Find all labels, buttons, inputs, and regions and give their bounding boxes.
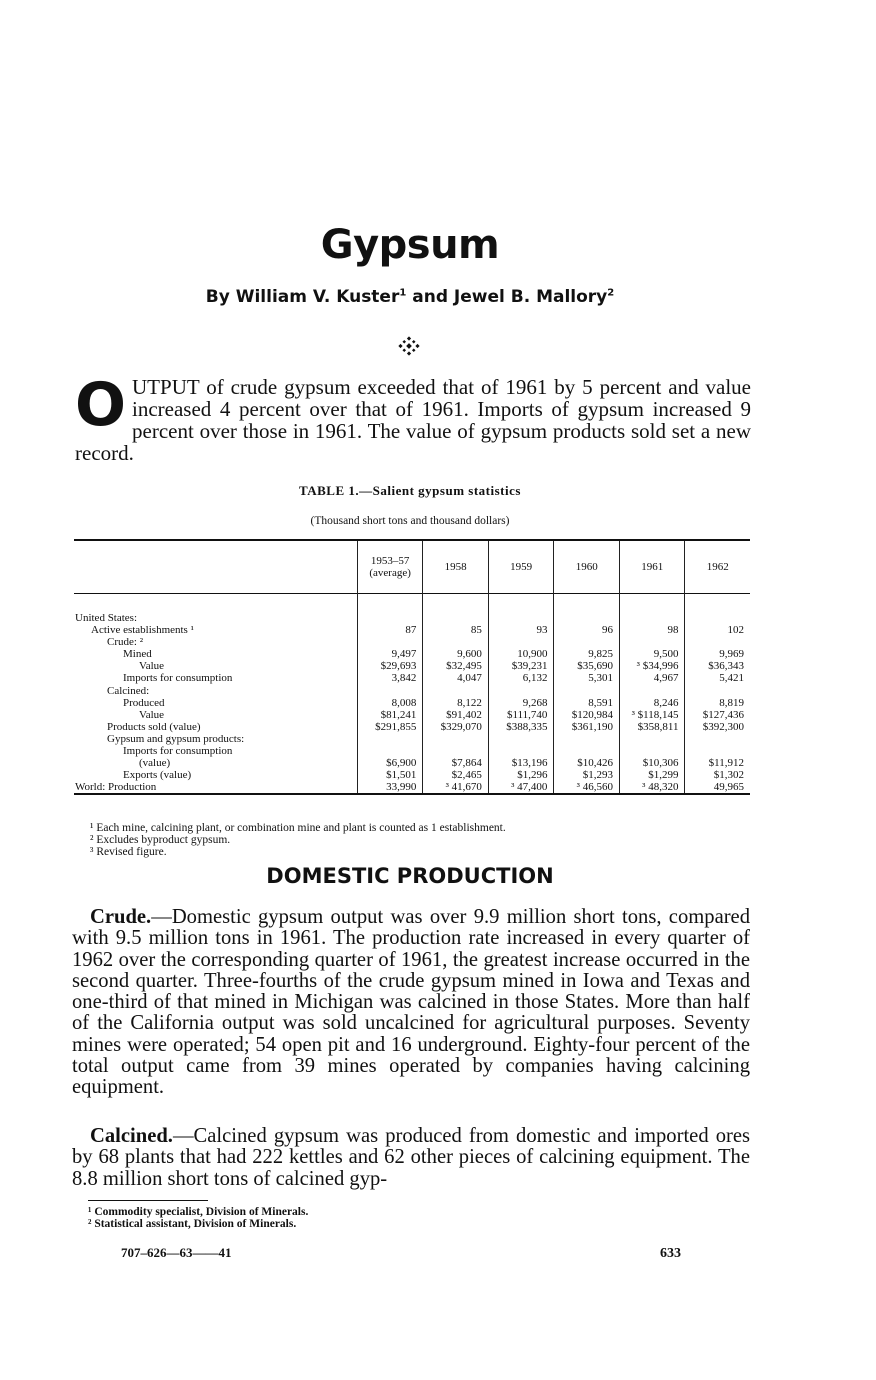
row-label: Imports for consumption (123, 672, 233, 685)
table-header-cell: 1958 (423, 540, 489, 594)
table-cell: 49,965 (685, 781, 750, 794)
table-cell: $361,190 (554, 721, 620, 733)
table-cell: 9,497 (357, 648, 423, 660)
table-cell (554, 745, 620, 757)
table-cell (488, 685, 554, 697)
table-cell: $1,296 (488, 769, 554, 781)
table-cell: $35,690 (554, 660, 620, 672)
table-cell: $10,426 (554, 757, 620, 769)
table-cell: 9,825 (554, 648, 620, 660)
table-header-cell: 1962 (685, 540, 750, 594)
table-cell: 9,500 (619, 648, 685, 660)
table-cell: ³ 41,670 (423, 781, 489, 794)
table-footnote: ² Excludes byproduct gypsum. (90, 834, 231, 846)
drop-cap: O (75, 370, 127, 440)
table-cell (488, 745, 554, 757)
row-label: Mined (123, 648, 152, 661)
table-cell: $1,302 (685, 769, 750, 781)
table-footnote: ³ Revised figure. (90, 846, 167, 858)
table-cell (554, 685, 620, 697)
table-header-cell: 1960 (554, 540, 620, 594)
table-cell: $358,811 (619, 721, 685, 733)
section-heading: DOMESTIC PRODUCTION (266, 864, 554, 888)
table-cell (685, 636, 750, 648)
table-cell: 6,132 (488, 672, 554, 684)
table-row (74, 697, 750, 709)
table-body (74, 594, 750, 795)
table-cell: $81,241 (357, 709, 423, 721)
table-cell (488, 636, 554, 648)
table-cell: ³ 47,400 (488, 781, 554, 794)
table-cell (423, 733, 489, 745)
table-row (74, 757, 750, 769)
table-header-label (74, 540, 357, 594)
table-cell (685, 685, 750, 697)
table-cell (488, 733, 554, 745)
table-cell: $1,299 (619, 769, 685, 781)
row-label: Value (139, 708, 165, 721)
table-cell: 9,268 (488, 697, 554, 709)
table-cell (357, 685, 423, 697)
table-cell (554, 636, 620, 648)
table-cell (423, 745, 489, 757)
table-footnote: ¹ Each mine, calcining plant, or combination mine and plant is counted as 1 establishment. (90, 822, 506, 834)
table-header-cell: 1959 (488, 540, 554, 594)
table-cell (357, 594, 423, 625)
table-cell: $127,436 (685, 709, 750, 721)
table-cell: 5,301 (554, 672, 620, 684)
table-row (74, 648, 750, 660)
row-label: Imports for consumption (123, 745, 233, 758)
table-cell: 8,819 (685, 697, 750, 709)
row-label: Crude: ² (107, 636, 143, 649)
table-cell: $388,335 (488, 721, 554, 733)
table-row (74, 685, 750, 697)
table-row (74, 594, 750, 625)
salient-statistics-table (74, 539, 750, 795)
table-cell: 4,047 (423, 672, 489, 684)
paragraph-calcined (72, 1126, 750, 1190)
runin-heading: Calcined. (90, 1125, 173, 1147)
intro-paragraph (75, 370, 751, 465)
table-row (74, 709, 750, 721)
table-row (74, 769, 750, 781)
footnote-divider (88, 1200, 208, 1201)
table-cell: $6,900 (357, 757, 423, 769)
table-cell: $291,855 (357, 721, 423, 733)
table-row (74, 733, 750, 745)
table-cell: 4,967 (619, 672, 685, 684)
table-units: (Thousand short tons and thousand dollars) (310, 515, 510, 527)
table-cell: 102 (685, 624, 750, 636)
table-row (74, 745, 750, 757)
table-cell (423, 636, 489, 648)
table-cell: 3,842 (357, 672, 423, 684)
table-cell (554, 733, 620, 745)
table-cell: $2,465 (423, 769, 489, 781)
table-cell: ³ 46,560 (554, 781, 620, 794)
table-row (74, 721, 750, 733)
table-row (74, 781, 750, 794)
table-title: TABLE 1.—Salient gypsum statistics (299, 483, 521, 498)
table-cell: 8,246 (619, 697, 685, 709)
runin-heading: Crude. (90, 906, 152, 928)
table-cell: $13,196 (488, 757, 554, 769)
table-cell: 85 (423, 624, 489, 636)
table-row (74, 636, 750, 648)
table-cell (619, 594, 685, 625)
table-cell: 8,591 (554, 697, 620, 709)
author-2-footnote-mark: 2 (607, 287, 615, 299)
page-footnote: ² Statistical assistant, Division of Minerals. (88, 1218, 297, 1230)
table-cell (357, 636, 423, 648)
paragraph-text: —Domestic gypsum output was over 9.9 million short tons, compared with 9.5 million tons in 1961. The production rate increased in every quarter of 1962 over the corresponding quarter of 1961, the greatest increase occurred in the second quarter. Three-fourths of the crude gypsum mined in Iowa and Texas and one-third of that mined in Michigan was calcined in those States. More than half of the California output was sold uncalcined for agricultural purposes. Seventy mines were operated; 54 open pit and 16 underground. Eighty-four percent of the total output came from 39 mines operated by companies having calcining equipment. (72, 906, 750, 1099)
row-label: United States: (75, 612, 138, 624)
table-cell (488, 594, 554, 625)
table-cell: ³ 48,320 (619, 781, 685, 794)
row-label: Gypsum and gypsum products: (107, 732, 245, 745)
page-number: 633 (660, 1246, 681, 1261)
table-cell (619, 733, 685, 745)
table-cell: $7,864 (423, 757, 489, 769)
table-cell (685, 733, 750, 745)
table-cell: 10,900 (488, 648, 554, 660)
table-cell: 98 (619, 624, 685, 636)
table-cell: $329,070 (423, 721, 489, 733)
table-cell (685, 745, 750, 757)
table-cell: 87 (357, 624, 423, 636)
table-cell (357, 745, 423, 757)
paragraph-crude (72, 907, 750, 1099)
table-row (74, 660, 750, 672)
table-cell: $11,912 (685, 757, 750, 769)
fleuron-ornament-icon (396, 336, 422, 364)
table-cell (357, 733, 423, 745)
author-1-footnote-mark: 1 (399, 287, 407, 299)
table-row (74, 672, 750, 684)
table-cell: 5,421 (685, 672, 750, 684)
row-label: World: Production (75, 781, 157, 794)
page-title: Gypsum (320, 222, 500, 268)
table-cell: ³ $118,145 (619, 709, 685, 721)
row-label: Products sold (value) (107, 720, 201, 733)
table-cell: $39,231 (488, 660, 554, 672)
table-cell: $111,740 (488, 709, 554, 721)
table-header-row (74, 540, 750, 594)
byline (0, 287, 820, 307)
table-cell: $10,306 (619, 757, 685, 769)
table-cell: 93 (488, 624, 554, 636)
row-label: Active establishments ¹ (91, 624, 194, 637)
table-cell (619, 745, 685, 757)
row-label: Exports (value) (123, 769, 192, 782)
intro-text: UTPUT of crude gypsum exceeded that of 1961 by 5 percent and value increased 4 percent over that of 1961. Imports of gypsum increased 9 percent over those in 1961. The value of gypsum products sold set a new record. (75, 375, 751, 465)
table-cell: $32,495 (423, 660, 489, 672)
table-header-cell: 1961 (619, 540, 685, 594)
table-cell: $392,300 (685, 721, 750, 733)
table-cell: $1,293 (554, 769, 620, 781)
row-label: Calcined: (107, 684, 150, 697)
table-cell: $29,693 (357, 660, 423, 672)
table-cell: ³ $34,996 (619, 660, 685, 672)
table-cell: 8,008 (357, 697, 423, 709)
table-cell (619, 685, 685, 697)
table-cell: 9,969 (685, 648, 750, 660)
table-cell (423, 594, 489, 625)
row-label: Produced (123, 696, 165, 709)
table-cell (423, 685, 489, 697)
print-code: 707–626—63——41 (121, 1245, 232, 1260)
table-cell: $91,402 (423, 709, 489, 721)
table-cell: 33,990 (357, 781, 423, 794)
table-cell (685, 594, 750, 625)
table-cell: $36,343 (685, 660, 750, 672)
paragraph-text: —Calcined gypsum was produced from domestic and imported ores by 68 plants that had 222 kettles and 62 other pieces of calcining equipment. The 8.8 million short tons of calcined gyp- (72, 1125, 750, 1190)
table-cell: 8,122 (423, 697, 489, 709)
author-1: By William V. Kuster (205, 287, 400, 307)
table-cell (619, 636, 685, 648)
table-cell: $120,984 (554, 709, 620, 721)
table-header-cell: 1953–57 (average) (357, 540, 423, 594)
table-row (74, 624, 750, 636)
author-2: and Jewel B. Mallory (412, 287, 608, 307)
row-label: Value (139, 660, 165, 673)
page-footnote: ¹ Commodity specialist, Division of Minerals. (88, 1206, 309, 1218)
table-cell (554, 594, 620, 625)
table-cell: 9,600 (423, 648, 489, 660)
table-cell: 96 (554, 624, 620, 636)
table-cell: $1,501 (357, 769, 423, 781)
row-label: (value) (139, 757, 171, 770)
